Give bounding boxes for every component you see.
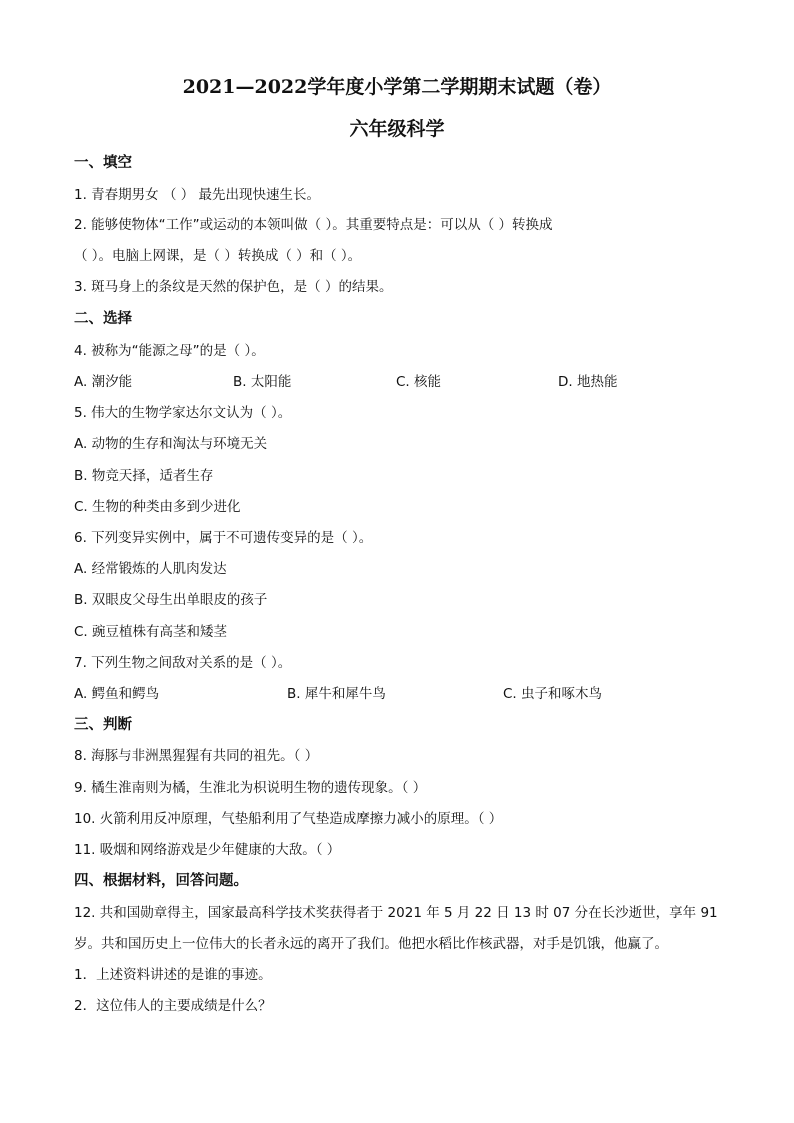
- question-6-option-a: A. 经常锻炼的人肌肉发达: [74, 561, 227, 577]
- question-6-option-c: C. 豌豆植株有高茎和矮茎: [74, 624, 228, 640]
- question-4-option-b: B. 太阳能: [233, 374, 292, 390]
- question-1: 1. 青春期男女 （ ） 最先出现快速生长。: [74, 187, 321, 203]
- question-12-sub-1: 1．上述资料讲述的是谁的事迹。: [74, 967, 272, 983]
- question-5-option-c: C. 生物的种类由多到少进化: [74, 499, 241, 515]
- question-4-option-c: C. 核能: [396, 374, 442, 390]
- question-8: 8. 海豚与非洲黑猩猩有共同的祖先。（ ）: [74, 748, 319, 764]
- page-subtitle: 六年级科学: [349, 118, 445, 140]
- question-2-line-1: 2. 能够使物体“工作”或运动的本领叫做（ ）。其重要特点是：可以从（ ）转换成: [74, 217, 553, 233]
- question-2-line-2: （ ）。电脑上网课，是（ ）转换成（ ）和（ ）。: [74, 248, 362, 264]
- question-10: 10. 火箭利用反冲原理，气垫船利用了气垫造成摩擦力减小的原理。（ ）: [74, 811, 503, 827]
- question-7-option-c: C. 虫子和啄木鸟: [503, 686, 603, 702]
- question-12-line-2: 岁。共和国历史上一位伟大的长者永远的离开了我们。他把水稻比作核武器，对手是饥饿，他赢了。: [74, 936, 668, 952]
- question-12-line-1: 12. 共和国勋章得主，国家最高科学技术奖获得者于 2021 年 5 月 22 日 13 时 07 分在长沙逝世，享年 91: [74, 905, 718, 921]
- question-6: 6. 下列变异实例中，属于不可遗传变异的是（ ）。: [74, 530, 373, 546]
- question-3: 3. 斑马身上的条纹是天然的保护色，是（ ）的结果。: [74, 279, 393, 295]
- question-4-option-d: D. 地热能: [558, 374, 618, 390]
- question-12-sub-2: 2．这位伟人的主要成绩是什么？: [74, 998, 272, 1014]
- section-heading-fill: 一、填空: [74, 155, 132, 171]
- section-heading-choice: 二、选择: [74, 311, 132, 327]
- question-5: 5. 伟大的生物学家达尔文认为（ ）。: [74, 405, 292, 421]
- section-heading-material: 四、根据材料，回答问题。: [74, 873, 248, 889]
- question-7-option-b: B. 犀牛和犀牛鸟: [287, 686, 386, 702]
- page-title: 2021—2022学年度小学第二学期期末试题（卷）: [182, 76, 612, 98]
- question-7: 7. 下列生物之间敌对关系的是（ ）。: [74, 655, 292, 671]
- question-5-option-a: A. 动物的生存和淘汰与环境无关: [74, 436, 268, 452]
- question-5-option-b: B. 物竞天择，适者生存: [74, 468, 214, 484]
- section-heading-judge: 三、判断: [74, 717, 132, 733]
- question-6-option-b: B. 双眼皮父母生出单眼皮的孩子: [74, 592, 268, 608]
- question-4: 4. 被称为“能源之母”的是（ ）。: [74, 343, 265, 359]
- question-7-option-a: A. 鳄鱼和鳄鸟: [74, 686, 160, 702]
- question-4-option-a: A. 潮汐能: [74, 374, 133, 390]
- question-11: 11. 吸烟和网络游戏是少年健康的大敌。（ ）: [74, 842, 341, 858]
- question-9: 9. 橘生淮南则为橘，生淮北为枳说明生物的遗传现象。（ ）: [74, 780, 427, 796]
